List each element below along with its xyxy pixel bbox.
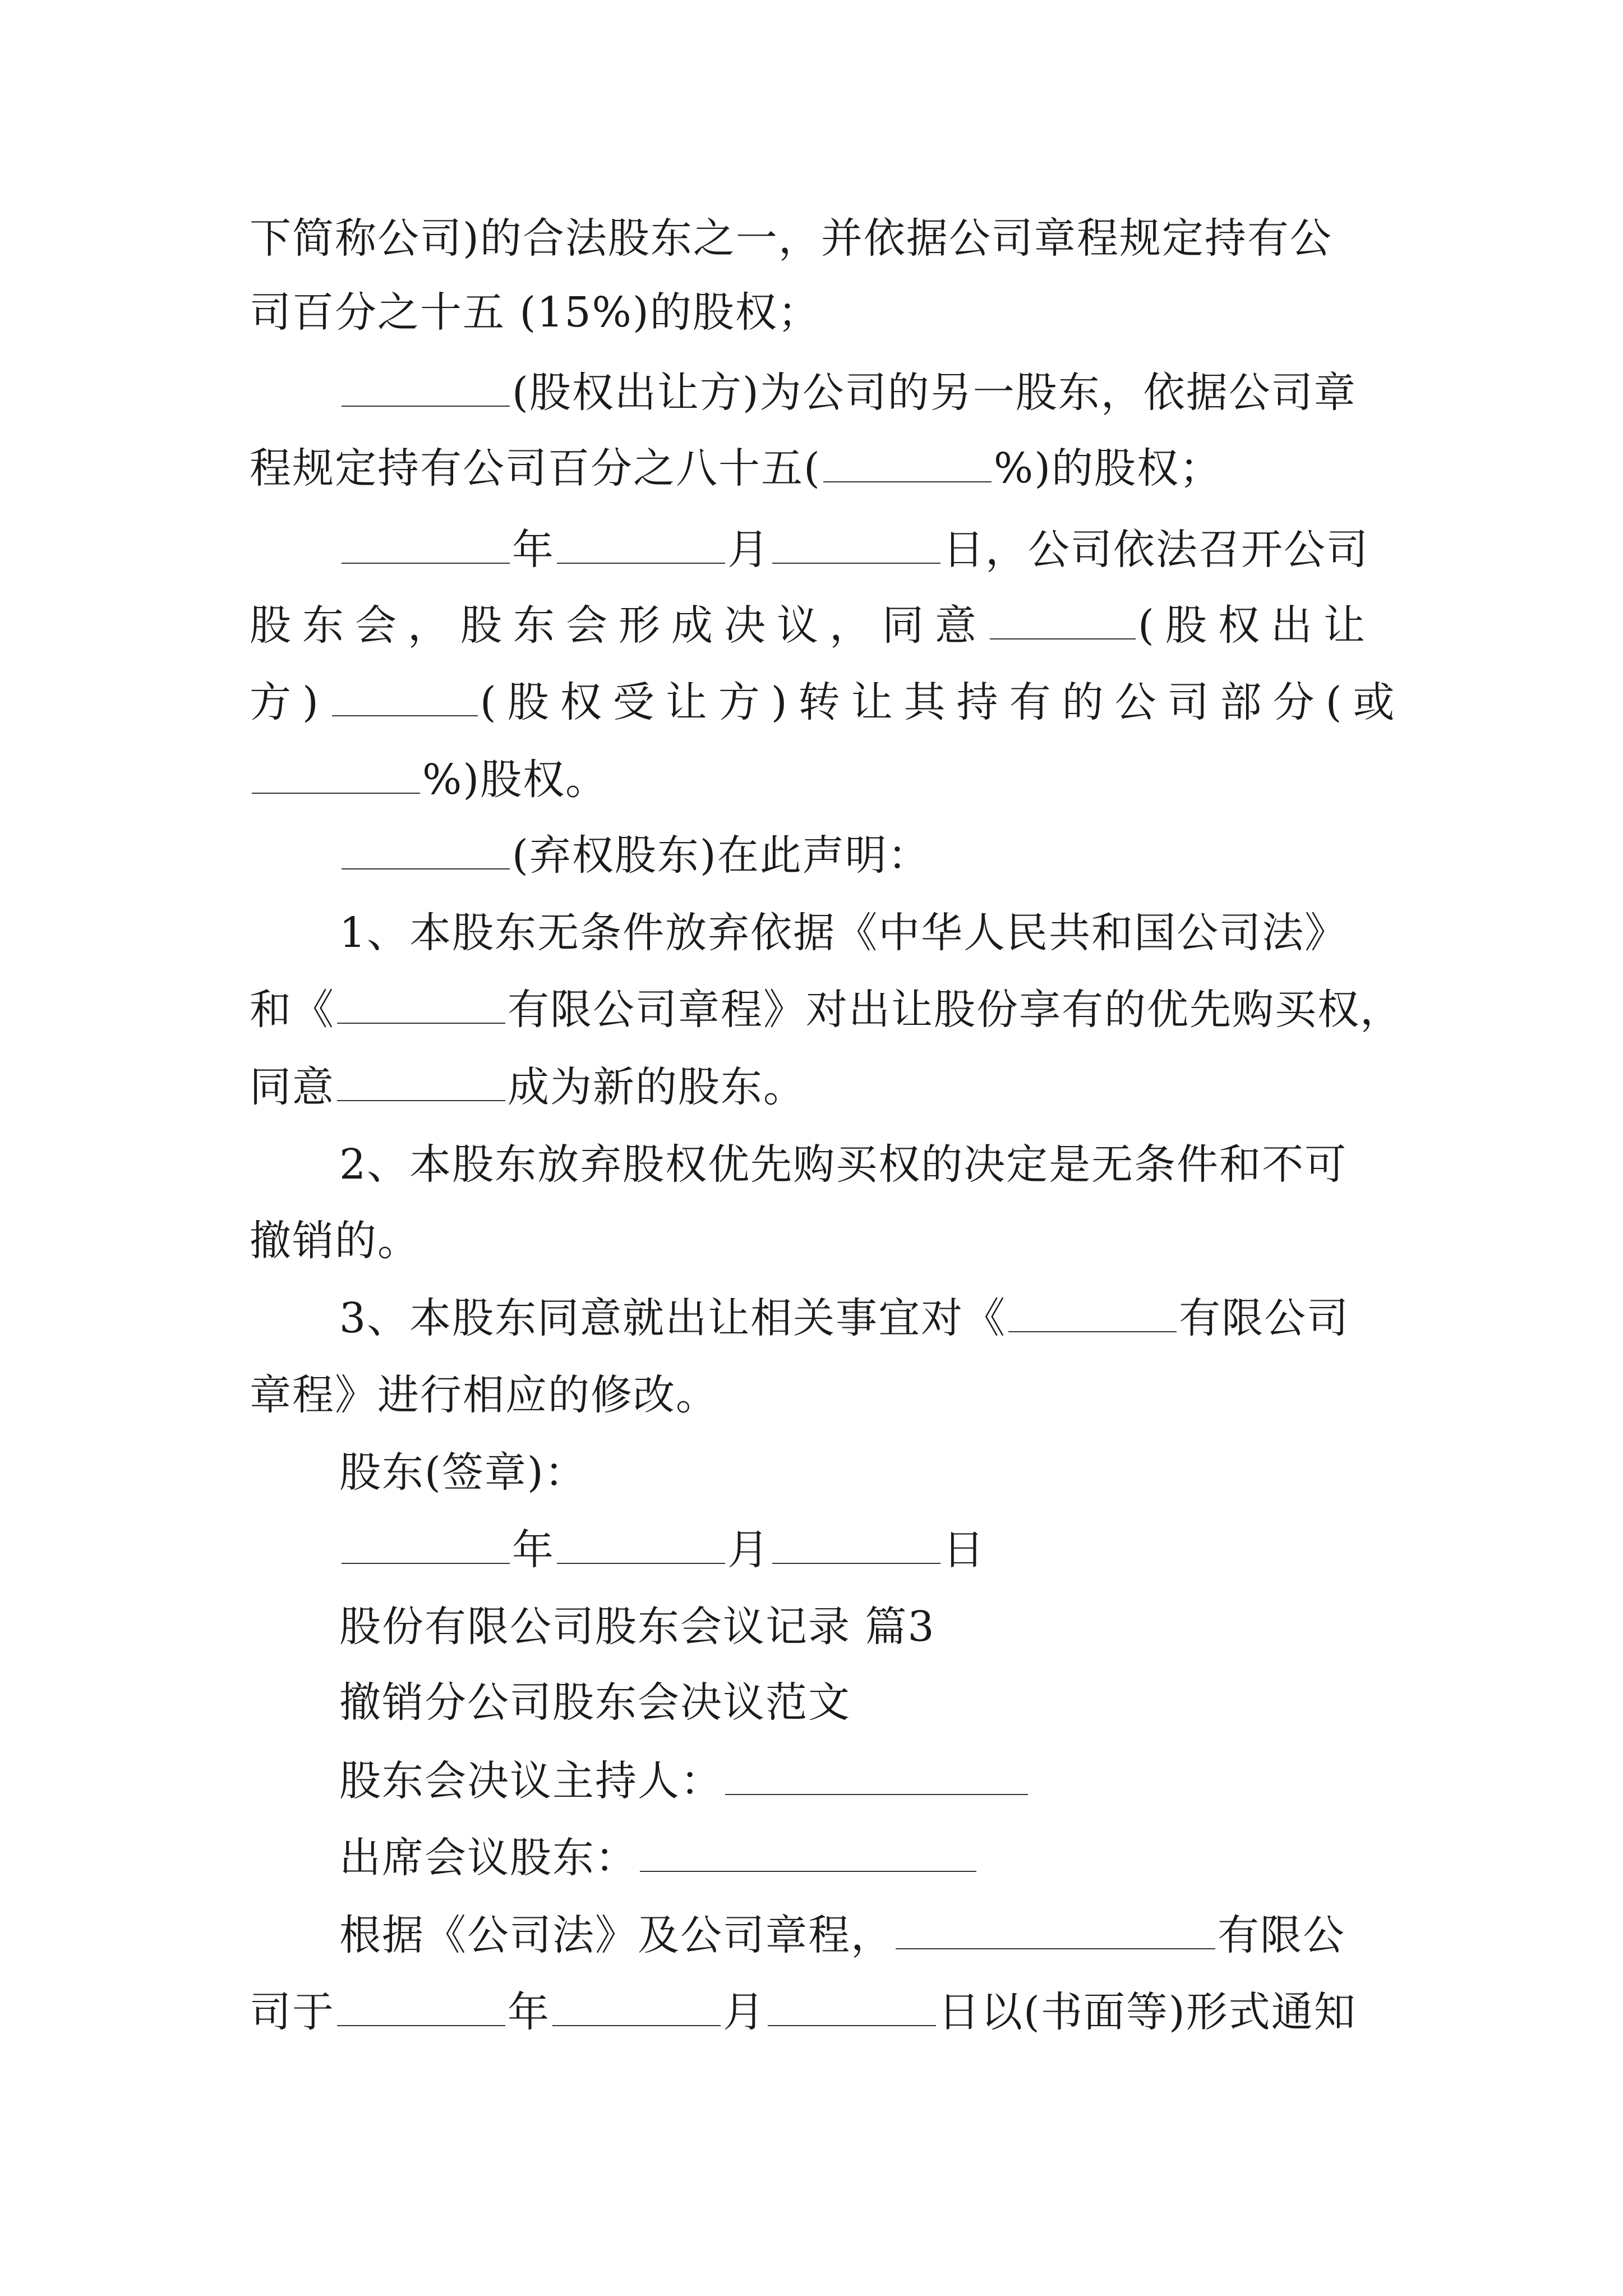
blank-field <box>337 1068 505 1101</box>
paragraph-line <box>250 279 1377 346</box>
blank-field <box>342 836 510 869</box>
attendees-line <box>339 1824 1377 1892</box>
text: (股权出让 <box>1138 601 1376 650</box>
text: 月 <box>723 1988 766 2036</box>
text: 章程》进行相应的修改。 <box>250 1371 718 1419</box>
blank-field <box>640 1838 976 1872</box>
paragraph-line <box>250 205 1377 272</box>
paragraph-line <box>250 1053 1377 1121</box>
text: 有限公司 <box>1179 1294 1350 1342</box>
blank-field <box>772 1530 940 1564</box>
text: 股东会，股东会形成决议，同意 <box>250 601 988 650</box>
host-line <box>339 1747 1377 1815</box>
text: 司于 <box>250 1988 335 2036</box>
signature-label <box>339 1439 1377 1506</box>
text: %)的股权； <box>993 444 1223 493</box>
blank-field <box>823 449 992 482</box>
blank-field <box>337 1993 505 2026</box>
blank-field <box>1008 1299 1177 1332</box>
paragraph-line <box>339 899 1377 967</box>
text: 股份有限公司股东会议记录 篇3 <box>339 1603 935 1651</box>
text: 有限公司章程》对出让股份享有的优先购买权， <box>508 986 1403 1034</box>
text: 年 <box>512 526 555 574</box>
text: 月 <box>727 526 770 574</box>
paragraph-line <box>250 435 1377 502</box>
paragraph-line <box>250 976 1403 1043</box>
text: 年 <box>508 1988 550 2036</box>
blank-field <box>725 1761 1028 1795</box>
text: 3、本股东同意就出让相关事宜对《 <box>339 1294 1007 1342</box>
text: 方) <box>250 678 330 726</box>
text: (股权受让方)转让其持有的公司部分(或 <box>479 678 1406 726</box>
blank-field <box>557 1530 725 1564</box>
text: %)股权。 <box>422 756 608 804</box>
text: 2、本股东放弃股权优先购买权的决定是无条件和不可 <box>339 1140 1348 1189</box>
blank-field <box>332 683 478 716</box>
blank-field <box>342 373 510 407</box>
text: 年 <box>512 1526 555 1574</box>
paragraph-line <box>339 1902 1377 1969</box>
paragraph-line <box>339 822 1377 889</box>
text: 股东(签章)： <box>339 1448 587 1497</box>
paragraph-line <box>339 1131 1377 1198</box>
blank-field <box>342 1530 510 1564</box>
text: 同意 <box>250 1063 335 1111</box>
text: 撤销的。 <box>250 1217 420 1265</box>
text: 1、本股东无条件放弃依据《中华人民共和国公司法》 <box>339 909 1348 957</box>
paragraph-line <box>250 746 1377 813</box>
text: 股东会决议主持人： <box>339 1757 723 1805</box>
date-line <box>339 1516 1377 1584</box>
text: 成为新的股东。 <box>508 1063 806 1111</box>
text: (弃权股东)在此声明： <box>512 831 930 880</box>
text: 日 <box>943 1526 985 1574</box>
blank-field <box>552 1993 721 2026</box>
section-heading <box>339 1593 1377 1660</box>
blank-field <box>337 990 505 1024</box>
paragraph-line <box>339 516 1377 583</box>
text: (股权出让方)为公司的另一股东，依据公司章 <box>512 369 1357 417</box>
blank-field <box>342 530 510 564</box>
blank-field <box>772 530 940 564</box>
blank-field <box>557 530 725 564</box>
paragraph-line <box>339 1285 1377 1352</box>
section-title <box>339 1669 1377 1736</box>
text: 和《 <box>250 986 335 1034</box>
text: 下简称公司)的合法股东之一，并依据公司章程规定持有公 <box>250 214 1332 263</box>
text: 有限公 <box>1218 1911 1345 1959</box>
text: 日，公司依法召开公司 <box>943 526 1369 574</box>
paragraph-line <box>250 669 1406 736</box>
text: 根据《公司法》及公司章程， <box>339 1911 893 1959</box>
blank-field <box>768 1993 936 2026</box>
text: 出席会议股东： <box>339 1834 638 1882</box>
paragraph-line <box>339 359 1377 426</box>
text: 程规定持有公司百分之八十五( <box>250 444 821 493</box>
paragraph-line <box>250 1978 1377 2046</box>
blank-field <box>252 760 420 794</box>
text: 司百分之十五 (15%)的股权； <box>250 288 820 337</box>
paragraph-line <box>250 1207 1377 1274</box>
paragraph-line <box>250 592 1377 659</box>
blank-field <box>990 606 1136 639</box>
blank-field <box>896 1916 1215 1949</box>
text: 日以(书面等)形式通知 <box>938 1988 1357 2036</box>
text: 撤销分公司股东会决议范文 <box>339 1678 851 1727</box>
text: 月 <box>727 1526 770 1574</box>
paragraph-line <box>250 1361 1377 1429</box>
